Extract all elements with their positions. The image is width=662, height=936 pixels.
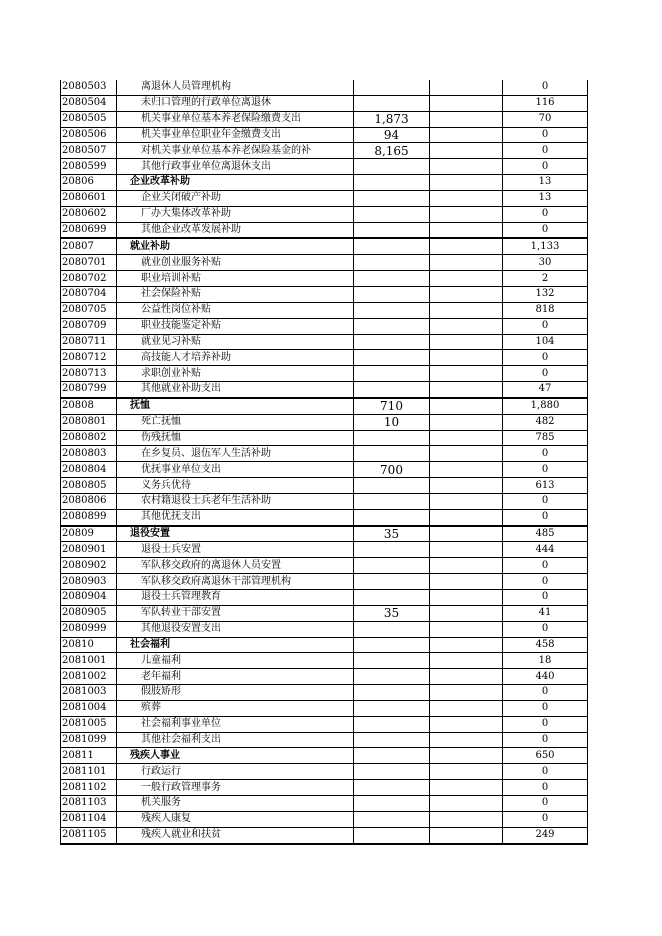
value-b-cell[interactable]	[430, 827, 503, 843]
code-cell[interactable]: 2081105	[61, 827, 117, 843]
value-b-cell[interactable]	[430, 780, 503, 796]
value-c-cell[interactable]: 41	[503, 605, 588, 621]
table-row[interactable]	[61, 542, 588, 558]
value-c-cell[interactable]: 13	[503, 175, 588, 191]
value-b-cell[interactable]	[430, 542, 503, 558]
name-cell[interactable]: 企业关闭破产补助	[117, 190, 354, 206]
table-row[interactable]	[61, 190, 588, 206]
table-row[interactable]	[61, 493, 588, 509]
table-row[interactable]	[61, 446, 588, 462]
category-row[interactable]	[61, 526, 588, 542]
value-b-cell[interactable]	[430, 685, 503, 701]
code-cell[interactable]: 2080904	[61, 590, 117, 606]
value-a-cell[interactable]	[354, 542, 430, 558]
name-cell[interactable]: 求职创业补贴	[117, 366, 354, 382]
code-cell[interactable]: 2081099	[61, 732, 117, 748]
name-cell[interactable]: 其他企业改革发展补助	[117, 222, 354, 238]
value-a-cell[interactable]	[354, 621, 430, 637]
value-a-cell[interactable]	[354, 175, 430, 191]
name-cell[interactable]: 离退休人员管理机构	[117, 80, 354, 95]
table-row[interactable]	[61, 286, 588, 302]
code-cell[interactable]: 2081001	[61, 653, 117, 669]
value-a-cell[interactable]	[354, 382, 430, 398]
value-c-cell[interactable]: 1,133	[503, 238, 588, 254]
code-cell[interactable]: 2081104	[61, 811, 117, 827]
value-a-cell[interactable]	[354, 238, 430, 254]
table-row[interactable]	[61, 732, 588, 748]
value-c-cell[interactable]: 0	[503, 558, 588, 574]
name-cell[interactable]: 社会福利事业单位	[117, 716, 354, 732]
value-b-cell[interactable]	[430, 795, 503, 811]
value-a-cell[interactable]	[354, 827, 430, 843]
value-a-cell[interactable]	[354, 366, 430, 382]
code-cell[interactable]: 20806	[61, 175, 117, 191]
name-cell[interactable]: 就业见习补贴	[117, 334, 354, 350]
name-cell[interactable]: 伤残抚恤	[117, 430, 354, 446]
value-c-cell[interactable]: 0	[503, 732, 588, 748]
value-b-cell[interactable]	[430, 509, 503, 525]
code-cell[interactable]: 2080503	[61, 80, 117, 95]
code-cell[interactable]: 2081101	[61, 764, 117, 780]
value-a-cell[interactable]	[354, 509, 430, 525]
value-c-cell[interactable]: 116	[503, 95, 588, 111]
value-a-cell[interactable]	[354, 255, 430, 271]
name-cell[interactable]: 机关事业单位基本养老保险缴费支出	[117, 111, 354, 127]
code-cell[interactable]: 2080704	[61, 286, 117, 302]
value-b-cell[interactable]	[430, 398, 503, 414]
name-cell[interactable]: 社会保险补贴	[117, 286, 354, 302]
value-a-cell[interactable]	[354, 478, 430, 494]
value-b-cell[interactable]	[430, 95, 503, 111]
name-cell[interactable]: 军队转业干部安置	[117, 605, 354, 621]
value-a-cell[interactable]	[354, 334, 430, 350]
value-a-cell[interactable]	[354, 590, 430, 606]
value-b-cell[interactable]	[430, 493, 503, 509]
value-b-cell[interactable]	[430, 811, 503, 827]
table-row[interactable]	[61, 318, 588, 334]
name-cell[interactable]: 其他就业补助支出	[117, 382, 354, 398]
code-cell[interactable]: 2080599	[61, 159, 117, 175]
value-a-cell[interactable]	[354, 446, 430, 462]
code-cell[interactable]: 2081003	[61, 685, 117, 701]
value-b-cell[interactable]	[430, 350, 503, 366]
table-row[interactable]	[61, 366, 588, 382]
code-cell[interactable]: 2080602	[61, 206, 117, 222]
value-c-cell[interactable]: 30	[503, 255, 588, 271]
name-cell[interactable]: 农村籍退役士兵老年生活补助	[117, 493, 354, 509]
value-a-cell[interactable]	[354, 558, 430, 574]
value-a-cell[interactable]	[354, 716, 430, 732]
value-c-cell[interactable]: 0	[503, 509, 588, 525]
name-cell[interactable]: 老年福利	[117, 669, 354, 685]
code-cell[interactable]: 2081005	[61, 716, 117, 732]
code-cell[interactable]: 2080899	[61, 509, 117, 525]
value-c-cell[interactable]: 132	[503, 286, 588, 302]
name-cell[interactable]: 未归口管理的行政单位离退休	[117, 95, 354, 111]
value-a-cell[interactable]: 700	[354, 462, 430, 478]
code-cell[interactable]: 20808	[61, 398, 117, 414]
code-cell[interactable]: 20810	[61, 637, 117, 653]
value-c-cell[interactable]: 0	[503, 493, 588, 509]
name-cell[interactable]: 死亡抚恤	[117, 414, 354, 430]
name-cell[interactable]: 其他优抚支出	[117, 509, 354, 525]
table-row[interactable]	[61, 700, 588, 716]
value-a-cell[interactable]	[354, 780, 430, 796]
value-b-cell[interactable]	[430, 574, 503, 590]
table-row[interactable]	[61, 95, 588, 111]
value-b-cell[interactable]	[430, 621, 503, 637]
value-a-cell[interactable]	[354, 95, 430, 111]
value-b-cell[interactable]	[430, 143, 503, 159]
name-cell[interactable]: 其他社会福利支出	[117, 732, 354, 748]
value-c-cell[interactable]: 2	[503, 271, 588, 287]
value-c-cell[interactable]: 0	[503, 700, 588, 716]
table-row[interactable]	[61, 222, 588, 238]
value-a-cell[interactable]	[354, 732, 430, 748]
table-row[interactable]	[61, 462, 588, 478]
value-a-cell[interactable]	[354, 222, 430, 238]
table-row[interactable]	[61, 653, 588, 669]
name-cell[interactable]: 优抚事业单位支出	[117, 462, 354, 478]
name-cell[interactable]: 殡葬	[117, 700, 354, 716]
code-cell[interactable]: 2080504	[61, 95, 117, 111]
code-cell[interactable]: 2080709	[61, 318, 117, 334]
name-cell[interactable]: 社会福利	[117, 637, 354, 653]
name-cell[interactable]: 残疾人就业和扶贫	[117, 827, 354, 843]
value-b-cell[interactable]	[430, 111, 503, 127]
value-a-cell[interactable]: 710	[354, 398, 430, 414]
value-a-cell[interactable]	[354, 637, 430, 653]
name-cell[interactable]: 义务兵优待	[117, 478, 354, 494]
table-row[interactable]	[61, 716, 588, 732]
name-cell[interactable]: 就业补助	[117, 238, 354, 254]
name-cell[interactable]: 退役士兵管理教育	[117, 590, 354, 606]
value-c-cell[interactable]: 613	[503, 478, 588, 494]
table-row[interactable]	[61, 111, 588, 127]
value-c-cell[interactable]: 47	[503, 382, 588, 398]
value-b-cell[interactable]	[430, 286, 503, 302]
budget-table	[60, 80, 588, 845]
name-cell[interactable]: 军队移交政府离退休干部管理机构	[117, 574, 354, 590]
table-row[interactable]	[61, 159, 588, 175]
value-b-cell[interactable]	[430, 462, 503, 478]
code-cell[interactable]: 2080699	[61, 222, 117, 238]
code-cell[interactable]: 2080712	[61, 350, 117, 366]
name-cell[interactable]: 其他行政事业单位离退休支出	[117, 159, 354, 175]
code-cell[interactable]: 2080805	[61, 478, 117, 494]
table-row[interactable]	[61, 558, 588, 574]
table-row[interactable]	[61, 478, 588, 494]
value-b-cell[interactable]	[430, 764, 503, 780]
table-row[interactable]	[61, 334, 588, 350]
value-b-cell[interactable]	[430, 732, 503, 748]
table-row[interactable]	[61, 811, 588, 827]
table-row[interactable]	[61, 302, 588, 318]
value-a-cell[interactable]	[354, 493, 430, 509]
value-a-cell[interactable]	[354, 700, 430, 716]
code-cell[interactable]: 2080999	[61, 621, 117, 637]
table-row[interactable]	[61, 685, 588, 701]
code-cell[interactable]: 2080702	[61, 271, 117, 287]
table-row[interactable]	[61, 669, 588, 685]
value-b-cell[interactable]	[430, 255, 503, 271]
code-cell[interactable]: 20807	[61, 238, 117, 254]
value-b-cell[interactable]	[430, 127, 503, 143]
value-c-cell[interactable]: 249	[503, 827, 588, 843]
name-cell[interactable]: 企业改革补助	[117, 175, 354, 191]
table-row[interactable]	[61, 509, 588, 525]
code-cell[interactable]: 2080799	[61, 382, 117, 398]
table-row[interactable]	[61, 255, 588, 271]
code-cell[interactable]: 20811	[61, 748, 117, 764]
value-c-cell[interactable]: 650	[503, 748, 588, 764]
value-c-cell[interactable]: 0	[503, 318, 588, 334]
value-b-cell[interactable]	[430, 334, 503, 350]
value-a-cell[interactable]	[354, 685, 430, 701]
value-c-cell[interactable]: 0	[503, 143, 588, 159]
table-row[interactable]	[61, 590, 588, 606]
value-a-cell[interactable]	[354, 302, 430, 318]
name-cell[interactable]: 其他退役安置支出	[117, 621, 354, 637]
table-row[interactable]	[61, 414, 588, 430]
category-row[interactable]	[61, 748, 588, 764]
value-b-cell[interactable]	[430, 302, 503, 318]
value-c-cell[interactable]: 0	[503, 206, 588, 222]
name-cell[interactable]: 职业技能鉴定补贴	[117, 318, 354, 334]
table-row[interactable]	[61, 80, 588, 95]
code-cell[interactable]: 2080506	[61, 127, 117, 143]
value-b-cell[interactable]	[430, 382, 503, 398]
value-b-cell[interactable]	[430, 558, 503, 574]
name-cell[interactable]: 残疾人事业	[117, 748, 354, 764]
name-cell[interactable]: 厂办大集体改革补助	[117, 206, 354, 222]
value-c-cell[interactable]: 0	[503, 159, 588, 175]
table-row[interactable]	[61, 780, 588, 796]
name-cell[interactable]: 职业培训补贴	[117, 271, 354, 287]
name-cell[interactable]: 公益性岗位补贴	[117, 302, 354, 318]
value-a-cell[interactable]	[354, 159, 430, 175]
value-c-cell[interactable]: 13	[503, 190, 588, 206]
value-a-cell[interactable]	[354, 318, 430, 334]
value-c-cell[interactable]: 0	[503, 574, 588, 590]
code-cell[interactable]: 2080711	[61, 334, 117, 350]
code-cell[interactable]: 2080701	[61, 255, 117, 271]
code-cell[interactable]: 2080705	[61, 302, 117, 318]
value-c-cell[interactable]: 785	[503, 430, 588, 446]
value-a-cell[interactable]: 1,873	[354, 111, 430, 127]
table-row[interactable]	[61, 271, 588, 287]
code-cell[interactable]: 2080801	[61, 414, 117, 430]
value-c-cell[interactable]: 1,880	[503, 398, 588, 414]
table-row[interactable]	[61, 795, 588, 811]
name-cell[interactable]: 高技能人才培养补助	[117, 350, 354, 366]
name-cell[interactable]: 一般行政管理事务	[117, 780, 354, 796]
table-row[interactable]	[61, 127, 588, 143]
value-a-cell[interactable]	[354, 669, 430, 685]
code-cell[interactable]: 2080507	[61, 143, 117, 159]
value-b-cell[interactable]	[430, 637, 503, 653]
name-cell[interactable]: 假肢矫形	[117, 685, 354, 701]
value-a-cell[interactable]: 35	[354, 526, 430, 542]
name-cell[interactable]: 抚恤	[117, 398, 354, 414]
value-b-cell[interactable]	[430, 590, 503, 606]
value-c-cell[interactable]: 0	[503, 446, 588, 462]
name-cell[interactable]: 机关服务	[117, 795, 354, 811]
value-b-cell[interactable]	[430, 190, 503, 206]
value-c-cell[interactable]: 0	[503, 222, 588, 238]
value-c-cell[interactable]: 440	[503, 669, 588, 685]
name-cell[interactable]: 退役士兵安置	[117, 542, 354, 558]
value-a-cell[interactable]	[354, 430, 430, 446]
value-a-cell[interactable]: 94	[354, 127, 430, 143]
value-c-cell[interactable]: 0	[503, 462, 588, 478]
value-a-cell[interactable]	[354, 764, 430, 780]
value-c-cell[interactable]: 0	[503, 127, 588, 143]
value-b-cell[interactable]	[430, 700, 503, 716]
value-c-cell[interactable]: 0	[503, 795, 588, 811]
name-cell[interactable]: 对机关事业单位基本养老保险基金的补	[117, 143, 354, 159]
value-c-cell[interactable]: 0	[503, 764, 588, 780]
value-a-cell[interactable]: 8,165	[354, 143, 430, 159]
value-c-cell[interactable]: 0	[503, 80, 588, 95]
code-cell[interactable]: 2080601	[61, 190, 117, 206]
value-b-cell[interactable]	[430, 206, 503, 222]
value-b-cell[interactable]	[430, 318, 503, 334]
value-a-cell[interactable]	[354, 286, 430, 302]
value-b-cell[interactable]	[430, 748, 503, 764]
value-b-cell[interactable]	[430, 446, 503, 462]
code-cell[interactable]: 2080901	[61, 542, 117, 558]
category-row[interactable]	[61, 175, 588, 191]
name-cell[interactable]: 儿童福利	[117, 653, 354, 669]
table-row[interactable]	[61, 350, 588, 366]
value-c-cell[interactable]: 444	[503, 542, 588, 558]
value-a-cell[interactable]	[354, 748, 430, 764]
category-row[interactable]	[61, 398, 588, 414]
table-row[interactable]	[61, 206, 588, 222]
value-b-cell[interactable]	[430, 653, 503, 669]
code-cell[interactable]: 2080905	[61, 605, 117, 621]
name-cell[interactable]: 军队移交政府的离退休人员安置	[117, 558, 354, 574]
category-row[interactable]	[61, 637, 588, 653]
code-cell[interactable]: 2080903	[61, 574, 117, 590]
value-c-cell[interactable]: 0	[503, 716, 588, 732]
value-a-cell[interactable]	[354, 795, 430, 811]
value-b-cell[interactable]	[430, 238, 503, 254]
table-row[interactable]	[61, 764, 588, 780]
value-c-cell[interactable]: 70	[503, 111, 588, 127]
value-a-cell[interactable]	[354, 653, 430, 669]
value-a-cell[interactable]	[354, 271, 430, 287]
code-cell[interactable]: 2080806	[61, 493, 117, 509]
name-cell[interactable]: 在乡复员、退伍军人生活补助	[117, 446, 354, 462]
code-cell[interactable]: 2081102	[61, 780, 117, 796]
value-a-cell[interactable]	[354, 206, 430, 222]
value-b-cell[interactable]	[430, 159, 503, 175]
value-b-cell[interactable]	[430, 175, 503, 191]
code-cell[interactable]: 2080804	[61, 462, 117, 478]
table-row[interactable]	[61, 430, 588, 446]
name-cell[interactable]: 就业创业服务补贴	[117, 255, 354, 271]
value-b-cell[interactable]	[430, 478, 503, 494]
table-row[interactable]	[61, 621, 588, 637]
value-b-cell[interactable]	[430, 430, 503, 446]
value-c-cell[interactable]: 818	[503, 302, 588, 318]
value-c-cell[interactable]: 485	[503, 526, 588, 542]
value-c-cell[interactable]: 482	[503, 414, 588, 430]
value-b-cell[interactable]	[430, 222, 503, 238]
value-b-cell[interactable]	[430, 80, 503, 95]
value-c-cell[interactable]: 0	[503, 685, 588, 701]
value-a-cell[interactable]	[354, 350, 430, 366]
value-b-cell[interactable]	[430, 605, 503, 621]
code-cell[interactable]: 2081002	[61, 669, 117, 685]
value-c-cell[interactable]: 0	[503, 590, 588, 606]
value-b-cell[interactable]	[430, 669, 503, 685]
code-cell[interactable]: 2081103	[61, 795, 117, 811]
code-cell[interactable]: 2080803	[61, 446, 117, 462]
value-a-cell[interactable]	[354, 190, 430, 206]
value-a-cell[interactable]	[354, 811, 430, 827]
value-b-cell[interactable]	[430, 526, 503, 542]
code-cell[interactable]: 20809	[61, 526, 117, 542]
value-c-cell[interactable]: 18	[503, 653, 588, 669]
value-a-cell[interactable]	[354, 80, 430, 95]
value-b-cell[interactable]	[430, 366, 503, 382]
value-b-cell[interactable]	[430, 716, 503, 732]
code-cell[interactable]: 2080902	[61, 558, 117, 574]
value-b-cell[interactable]	[430, 271, 503, 287]
value-c-cell[interactable]: 0	[503, 350, 588, 366]
value-c-cell[interactable]: 104	[503, 334, 588, 350]
value-c-cell[interactable]: 458	[503, 637, 588, 653]
value-a-cell[interactable]	[354, 574, 430, 590]
name-cell[interactable]: 退役安置	[117, 526, 354, 542]
value-c-cell[interactable]: 0	[503, 811, 588, 827]
table-body	[61, 80, 588, 844]
table-row[interactable]	[61, 605, 588, 621]
table-row[interactable]	[61, 382, 588, 398]
value-a-cell[interactable]: 35	[354, 605, 430, 621]
value-b-cell[interactable]	[430, 414, 503, 430]
code-cell[interactable]: 2081004	[61, 700, 117, 716]
value-c-cell[interactable]: 0	[503, 621, 588, 637]
name-cell[interactable]: 残疾人康复	[117, 811, 354, 827]
value-c-cell[interactable]: 0	[503, 366, 588, 382]
code-cell[interactable]: 2080713	[61, 366, 117, 382]
code-cell[interactable]: 2080802	[61, 430, 117, 446]
name-cell[interactable]: 机关事业单位职业年金缴费支出	[117, 127, 354, 143]
value-c-cell[interactable]: 0	[503, 780, 588, 796]
table-row[interactable]	[61, 143, 588, 159]
value-a-cell[interactable]: 10	[354, 414, 430, 430]
category-row[interactable]	[61, 238, 588, 254]
name-cell[interactable]: 行政运行	[117, 764, 354, 780]
table-row[interactable]	[61, 827, 588, 843]
table-row[interactable]	[61, 574, 588, 590]
code-cell[interactable]: 2080505	[61, 111, 117, 127]
